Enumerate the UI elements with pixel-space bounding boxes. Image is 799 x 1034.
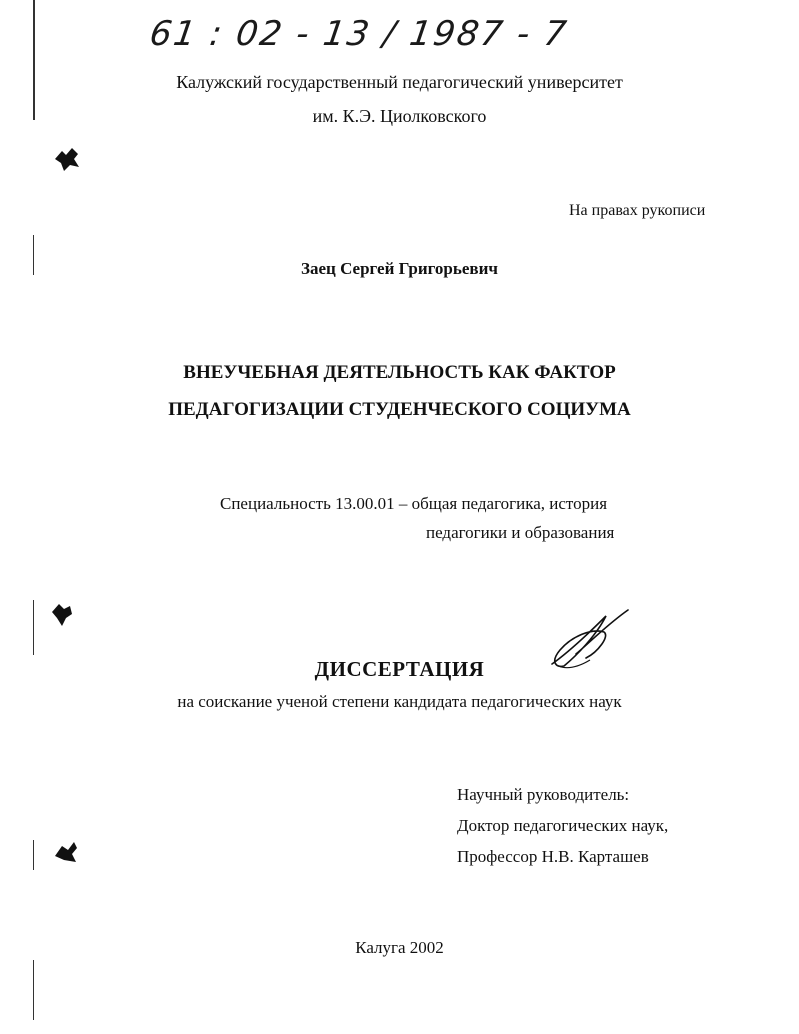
specialty-line-2: педагогики и образования [426,523,615,542]
dissertation-title-line-1: ВНЕУЧЕБНАЯ ДЕЯТЕЛЬНОСТЬ КАК ФАКТОР [183,362,616,383]
scan-edge [33,600,34,655]
dissertation-title-line-2: ПЕДАГОГИЗАЦИИ СТУДЕНЧЕСКОГО СОЦИУМА [168,399,631,420]
specialty-line-1: Специальность 13.00.01 – общая педагогика, история [220,494,608,513]
supervisor-degree: Доктор педагогических наук, [457,816,669,835]
supervisor-name: Профессор Н.В. Карташев [457,847,649,866]
rights-note: На правах рукописи [569,202,706,219]
degree-statement: на соискание ученой степени кандидата педагогических наук [177,692,622,711]
city-year: Калуга 2002 [355,938,444,957]
author-name: Заец Сергей Григорьевич [301,259,498,278]
university-name: Калужский государственный педагогический университет [176,72,623,92]
handwritten-archive-code: 61 : 02 - 13 / 1987 - 7 [147,14,571,54]
scan-edge [33,0,35,120]
scan-edge [33,960,34,1020]
binding-hole-mark [48,600,76,628]
supervisor-label: Научный руководитель: [457,785,630,804]
scan-edge [33,840,34,870]
binding-hole-mark [52,838,80,866]
university-named-after: им. К.Э. Циолковского [312,106,487,126]
binding-hole-mark [52,145,82,173]
work-type-heading: ДИССЕРТАЦИЯ [314,657,485,681]
